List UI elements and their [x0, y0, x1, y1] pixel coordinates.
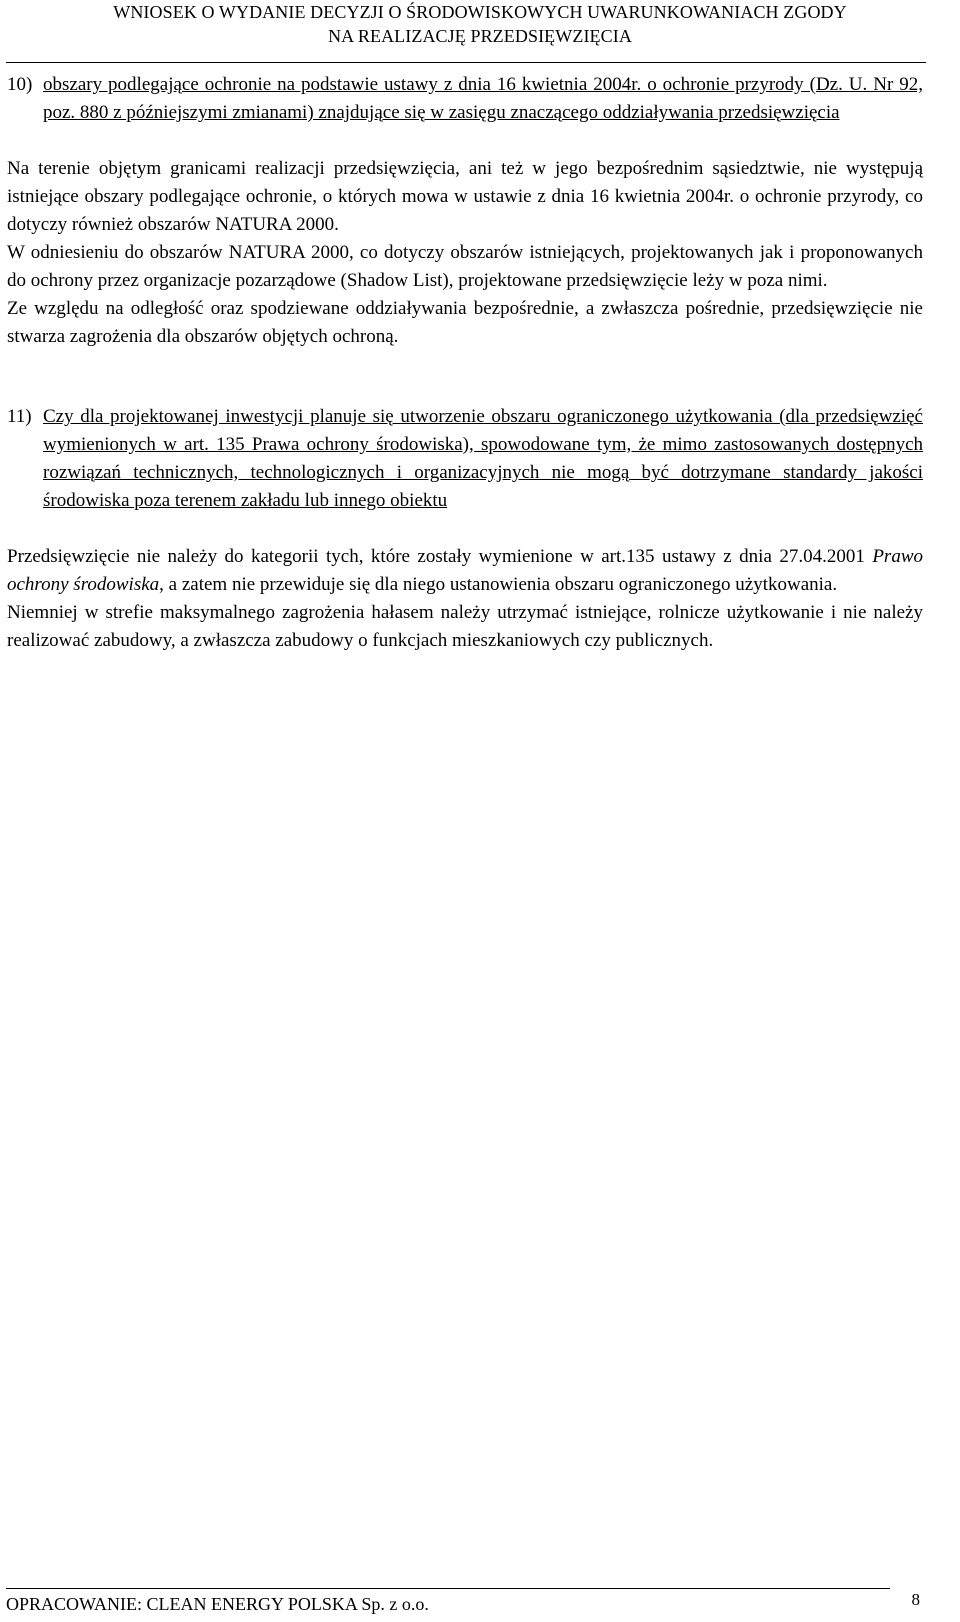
document-footer: [6, 1592, 920, 1616]
section-11-spacing: [7, 515, 923, 543]
header-line-1: WNIOSEK O WYDANIE DECYZJI O ŚRODOWISKOWYCH UWARUNKOWANIACH ZGODY: [113, 2, 847, 22]
section-11: [7, 403, 923, 655]
header-line-2: NA REALIZACJĘ PRZEDSIĘWZIĘCIA: [328, 26, 632, 46]
section-11-paragraph-2: Niemniej w strefie maksymalnego zagrożenia hałasem należy utrzymać istniejące, rolnicze użytkowanie i nie należy realizować zabudowy, a zwłaszcza zabudowy o funkcjach mieszkaniowych czy publicznych.: [7, 602, 923, 651]
page-number: 8: [911, 1590, 920, 1609]
section-11-title: Czy dla projektowanej inwestycji planuje się utworzenie obszaru ograniczonego użytkowania (dla przedsięwzięć wymienionych w art. 135 Prawa ochrony środowiska), spowodowane tym, że mimo zastosowanych dostępnych rozwiązań technicznych, technologicznych i organizacyjnych nie mogą być dotrzymane standardy jakości środowiska poza terenem zakładu lub innego obiektu: [43, 406, 923, 511]
section-11-paragraph-1-end: , a zatem nie przewiduje się dla niego ustanowienia obszaru ograniczonego użytkowania.: [159, 574, 838, 595]
section-10: [7, 71, 923, 351]
section-10-heading: [7, 71, 923, 127]
section-10-number: 10): [7, 74, 33, 95]
section-10-paragraph-3: Ze względu na odległość oraz spodziewane oddziaływania bezpośrednie, a zwłaszcza pośrednie, przedsięwzięcie nie stwarza zagrożenia dla obszarów objętych ochroną.: [7, 298, 923, 347]
section-spacing: [7, 351, 923, 403]
section-10-spacing: [7, 127, 923, 155]
footer-company: OPRACOWANIE: CLEAN ENERGY POLSKA Sp. z o.o.: [6, 1594, 429, 1614]
section-10-paragraph-2: W odniesieniu do obszarów NATURA 2000, co dotyczy obszarów istniejących, projektowanych jak i proponowanych do ochrony przez organizacje pozarządowe (Shadow List), projektowane przedsięwzięcie leży w poza nimi.: [7, 242, 923, 291]
section-11-paragraph-1-start: Przedsięwzięcie nie należy do kategorii tych, które zostały wymienione w art.135 ustawy z dnia 27.04.2001: [7, 546, 873, 567]
section-11-number: 11): [7, 406, 32, 427]
document-content: [7, 71, 923, 655]
law-title: Prawo ochrony środowiska: [7, 546, 923, 595]
section-11-heading: [7, 403, 923, 515]
header-divider: [6, 62, 926, 63]
section-10-paragraph-1: Na terenie objętym granicami realizacji przedsięwzięcia, ani też w jego bezpośrednim sąsiedztwie, nie występują istniejące obszary podlegające ochronie, o których mowa w ustawie z dnia 16 kwietnia 2004r. o ochronie przyrody, co dotyczy również obszarów NATURA 2000.: [7, 158, 923, 235]
document-header: [0, 0, 960, 48]
section-10-title: obszary podlegające ochronie na podstawie ustawy z dnia 16 kwietnia 2004r. o ochronie przyrody (Dz. U. Nr 92, poz. 880 z późniejszymi zmianami) znajdujące się w zasięgu znaczącego oddziaływania przedsięwzięcia: [43, 74, 923, 123]
section-11-paragraph-1: [7, 543, 923, 599]
footer-divider: [6, 1588, 890, 1589]
